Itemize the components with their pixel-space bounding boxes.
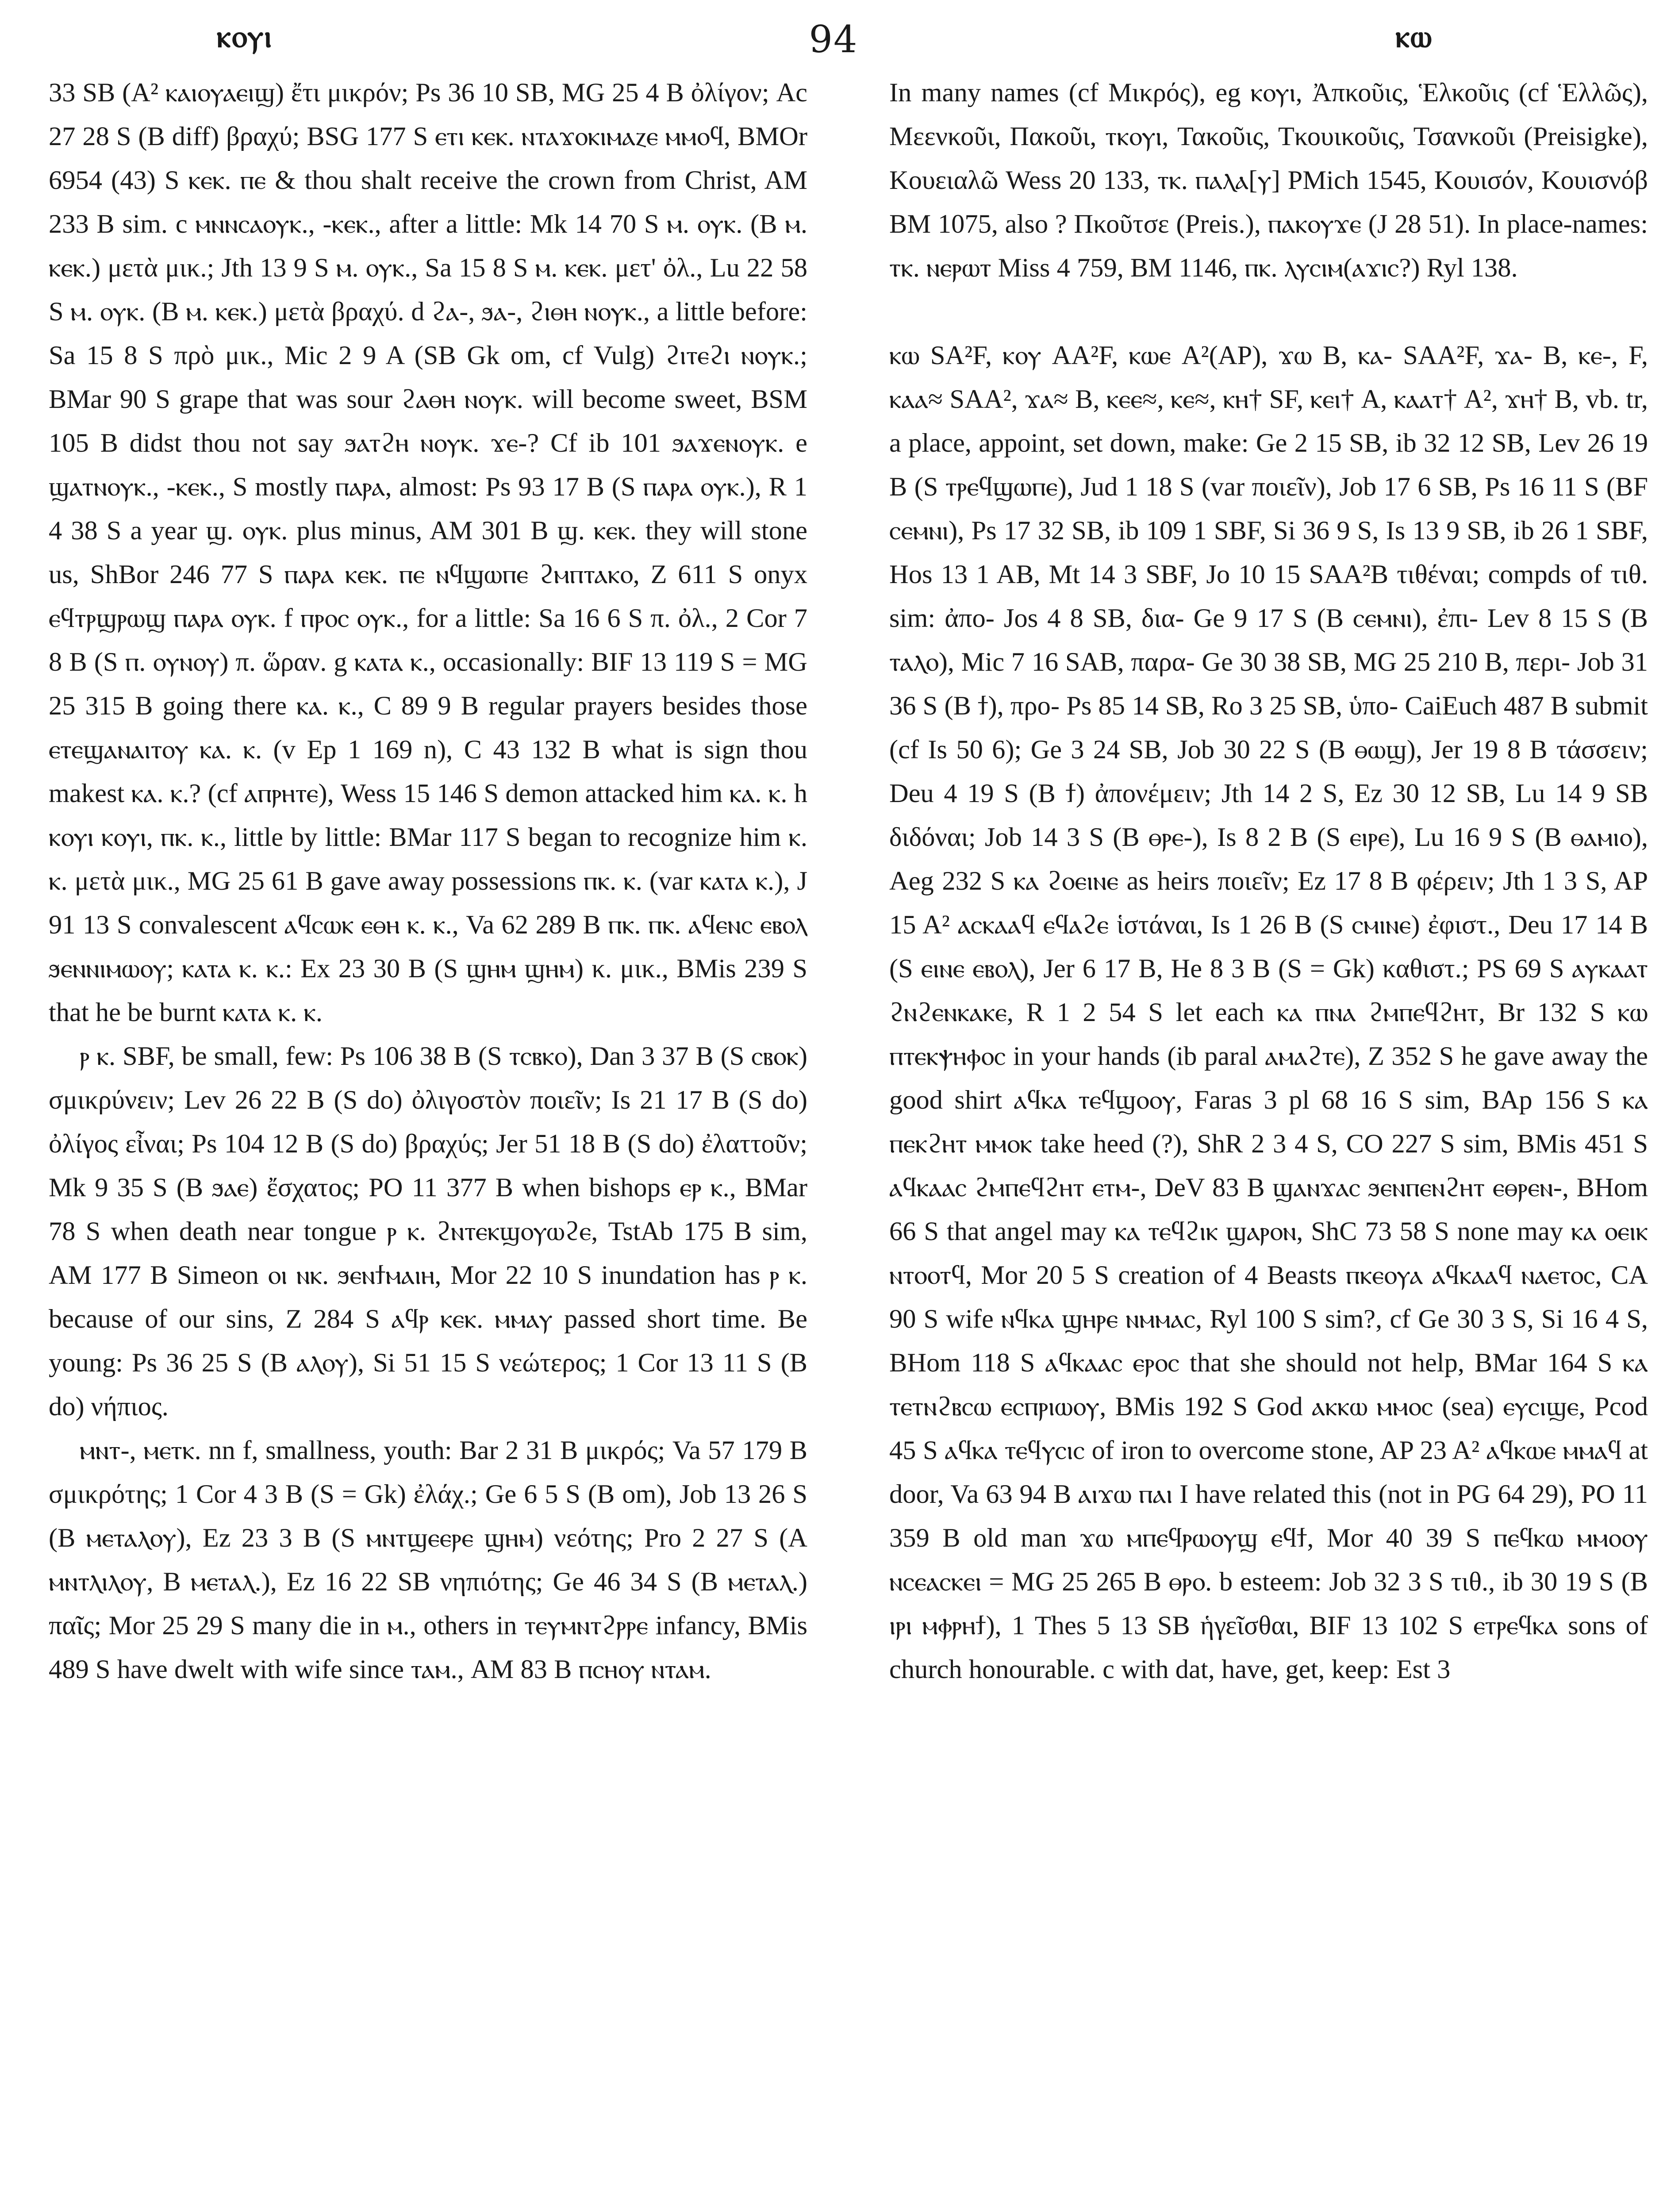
entry-paragraph: ⲕⲱ SA²F, ⲕⲟⲩ AA²F, ⲕⲱⲉ A²(AP), ϫⲱ B, ⲕⲁ- SAA²F, ϫⲁ- B, ⲕⲉ-, F, ⲕⲁⲁ≈ SAA², ϫⲁ≈ B, ⲕⲉⲉ≈, ⲕⲉ≈, ⲕⲏ† SF, ⲕⲉⲓ† A, ⲕⲁⲁⲧ† A², ϫⲏ† B, vb. tr, a place, appoint, set down, make: Ge 2 15 SB, ib 32 12 SB, Lev 26 19 B (S ⲧⲣⲉϥϣⲱⲡⲉ), Jud 1 18 S (var ποιεῖν), Job 17 6 SB, Ps 16 11 S (BF ⲥⲉⲙⲛⲓ), Ps 17 32 SB, ib 109 1 SBF, Si 36 9 S, Is 13 9 SB, ib 26 1 SBF, Hos 13 1 AB, Mt 14 3 SBF, Jo 10 15 SAA²B τιθέναι; compds of τιθ. sim: ἀπο- Jos 4 8 SB, δια- Ge 9 17 S (B ⲥⲉⲙⲛⲓ), ἐπι- Lev 8 15 S (B ⲧⲁⲗⲟ), Mic 7 16 SAB, παρα- Ge 30 38 SB, MG 25 210 B, περι- Job 31 36 S (B ϯ), προ- Ps 85 14 SB, Ro 3 25 SB, ὑπο- CaiEuch 487 B submit (cf Is 50 6); Ge 3 24 SB, Job 30 22 S (B ⲑⲱϣ), Jer 19 8 B τάσσειν; Deu 4 19 S (B ϯ) ἀπονέμειν; Jth 14 2 S, Ez 30 12 SB, Lu 14 9 SB διδόναι; Job 14 3 S (B ⲑⲣⲉ-), Is 8 2 B (S ⲉⲓⲣⲉ), Lu 16 9 S (B ⲑⲁⲙⲓⲟ), Aeg 232 S ⲕⲁ ϩⲟⲉⲓⲛⲉ as heirs ποιεῖν; Ez 17 8 B φέρειν; Jth 1 3 S, AP 15 A² ⲁⲥⲕⲁⲁϥ ⲉϥⲁϩⲉ ἱστάναι, Is 1 26 B (S ⲥⲙⲓⲛⲉ) ἐφιστ., Deu 17 14 B (S ⲉⲓⲛⲉ ⲉⲃⲟⲗ), Jer 6 17 B, He 8 3 B (S = Gk) καθιστ.; PS 69 S ⲁⲩⲕⲁⲁⲧ ϩⲛϩⲉⲛⲕⲁⲕⲉ, R 1 2 54 S let each ⲕⲁ ⲡⲛⲁ ϩⲙⲡⲉϥϩⲏⲧ, Br 132 S ⲕⲱ ⲡⲧⲉⲕⲯⲏⲫⲟⲥ in your hands (ib paral ⲁⲙⲁϩⲧⲉ), Z 352 S he gave away the good shirt ⲁϥⲕⲁ ⲧⲉϥϣⲟⲟⲩ, Faras 3 pl 68 16 S sim, BAp 156 S ⲕⲁ ⲡⲉⲕϩⲏⲧ ⲙⲙⲟⲕ take heed (?), ShR 2 3 4 S, CO 227 S sim, BMis 451 S ⲁϥⲕⲁⲁⲥ ϩⲙⲡⲉϥϩⲏⲧ ⲉⲧⲙ-, DeV 83 B ϣⲁⲛϫⲁⲥ ϧⲉⲛⲡⲉⲛϩⲏⲧ ⲉⲑⲣⲉⲛ-, BHom 66 S that angel may ⲕⲁ ⲧⲉϥϩⲓⲕ ϣⲁⲣⲟⲛ, ShC 73 58 S none may ⲕⲁ ⲟⲉⲓⲕ ⲛⲧⲟⲟⲧϥ, Mor 20 5 S creation of 4 Beasts ⲡⲕⲉⲟⲩⲁ ⲁϥⲕⲁⲁϥ ⲛⲁⲉⲧⲟⲥ, CA 90 S wife ⲛϥⲕⲁ ϣⲏⲣⲉ ⲛⲙⲙⲁⲥ, Ryl 100 S sim?, cf Ge 30 3 S, Si 16 4 S, BHom 118 S ⲁϥⲕⲁⲁⲥ ⲉⲣⲟⲥ that she should not help, BMar 164 S ⲕⲁ ⲧⲉⲧⲛϩⲃⲥⲱ ⲉⲥⲡⲣⲓⲱⲟⲩ, BMis 192 S God ⲁⲕⲕⲱ ⲙⲙⲟⲥ (sea) ⲉⲩⲥⲓϣⲉ, Pcod 45 S ⲁϥⲕⲁ ⲧⲉϥⲩⲥⲓⲥ of iron to overcome stone, AP 23 A² ⲁϥⲕⲱⲉ ⲙⲙⲁϥ at door, Va 63 94 B ⲁⲓϫⲱ ⲡⲁⲓ I have related this (not in PG 64 29), PO 11 359 B old man ϫⲱ ⲙⲡⲉϥⲣⲱⲟⲩϣ ⲉϥϯ, Mor 40 39 S ⲡⲉϥⲕⲱ ⲙⲙⲟⲟⲩ ⲛⲥⲉⲁⲥⲕⲉⲓ = MG 25 265 B ⲑⲣⲟ. b esteem: Job 32 3 S τιθ., ib 30 19 S (B ⲓⲣⲓ ⲙⲫⲣⲏϯ), 1 Thes 5 13 SB ἡγεῖσθαι, BIF 13 102 S ⲉⲧⲣⲉϥⲕⲁ sons of church honourable. c with dat, have, get, keep: Est 3 xyxy=(889,341,1648,1684)
left-column xyxy=(49,71,807,2212)
right-running-head: ⲕⲱ xyxy=(1395,18,1433,54)
page-number: 94 xyxy=(809,18,858,61)
entry-paragraph: 33 SB (A² ⲕⲁⲓⲟⲩⲁⲉⲓϣ) ἔτι μικρόν; Ps 36 10 SB, MG 25 4 B ὀλίγον; Ac 27 28 S (B diff) βραχύ; BSG 177 S ⲉⲧⲓ ⲕⲉⲕ. ⲛⲧⲁϫⲟⲕⲓⲙⲁⲍⲉ ⲙⲙⲟϥ, BMOr 6954 (43) S ⲕⲉⲕ. ⲡⲉ & thou shalt receive the crown from Christ, AM 233 B sim. c ⲙⲛⲛⲥⲁⲟⲩⲕ., -ⲕⲉⲕ., after a little: Mk 14 70 S ⲙ. ⲟⲩⲕ. (B ⲙ. ⲕⲉⲕ.) μετὰ μικ.; Jth 13 9 S ⲙ. ⲟⲩⲕ., Sa 15 8 S ⲙ. ⲕⲉⲕ. μετ' ὀλ., Lu 22 58 S ⲙ. ⲟⲩⲕ. (B ⲙ. ⲕⲉⲕ.) μετὰ βραχύ. d ϩⲁ-, ϧⲁ-, ϩⲓⲑⲏ ⲛⲟⲩⲕ., a little before: Sa 15 8 S πρὸ μικ., Mic 2 9 A (SB Gk om, cf Vulg) ϩⲓⲧⲉϩⲓ ⲛⲟⲩⲕ.; BMar 90 S grape that was sour ϩⲁⲑⲏ ⲛⲟⲩⲕ. will become sweet, BSM 105 B didst thou not say ϧⲁⲧϩⲏ ⲛⲟⲩⲕ. ϫⲉ-? Cf ib 101 ϧⲁϫⲉⲛⲟⲩⲕ. e ϣⲁⲧⲛⲟⲩⲕ., -ⲕⲉⲕ., S mostly ⲡⲁⲣⲁ, almost: Ps 93 17 B (S ⲡⲁⲣⲁ ⲟⲩⲕ.), R 1 4 38 S a year ϣ. ⲟⲩⲕ. plus minus, AM 301 B ϣ. ⲕⲉⲕ. they will stone us, ShBor 246 77 S ⲡⲁⲣⲁ ⲕⲉⲕ. ⲡⲉ ⲛϥϣⲱⲡⲉ ϩⲙⲡⲧⲁⲕⲟ, Z 611 S onyx ⲉϥⲧⲣϣⲣⲱϣ ⲡⲁⲣⲁ ⲟⲩⲕ. f ⲡⲣⲟⲥ ⲟⲩⲕ., for a little: Sa 16 6 S π. ὀλ., 2 Cor 7 8 B (S ⲡ. ⲟⲩⲛⲟⲩ) π. ὥραν. g ⲕⲁⲧⲁ ⲕ., occasionally: BIF 13 119 S = MG 25 315 B going there ⲕⲁ. ⲕ., C 89 9 B regular prayers besides those ⲉⲧⲉϣⲁⲛⲁⲓⲧⲟⲩ ⲕⲁ. ⲕ. (v Ep 1 169 n), C 43 132 B what is sign thou makest ⲕⲁ. ⲕ.? (cf ⲁⲡⲣⲏⲧⲉ), Wess 15 146 S demon attacked him ⲕⲁ. ⲕ. h ⲕⲟⲩⲓ ⲕⲟⲩⲓ, ⲡⲕ. ⲕ., little by little: BMar 117 S began to recognize him ⲕ. ⲕ. μετὰ μικ., MG 25 61 B gave away possessions ⲡⲕ. ⲕ. (var ⲕⲁⲧⲁ ⲕ.), J 91 13 S convalescent ⲁϥⲥⲱⲕ ⲉⲑⲏ ⲕ. ⲕ., Va 62 289 B ⲡⲕ. ⲡⲕ. ⲁϥⲉⲛⲥ ⲉⲃⲟⲗ ϧⲉⲛⲛⲓⲙⲱⲟⲩ; ⲕⲁⲧⲁ ⲕ. ⲕ.: Ex 23 30 B (S ϣⲏⲙ ϣⲏⲙ) κ. μικ., BMis 239 S that he be burnt ⲕⲁⲧⲁ ⲕ. ⲕ. xyxy=(49,78,807,1027)
right-column xyxy=(889,71,1648,2212)
entry-paragraph: ⲙⲛⲧ-, ⲙⲉⲧⲕ. nn f, smallness, youth: Bar 2 31 B μικρός; Va 57 179 B σμικρότης; 1 Cor 4 3 B (S = Gk) ἐλάχ.; Ge 6 5 S (B om), Job 13 26 S (B ⲙⲉⲧⲁⲗⲟⲩ), Ez 23 3 B (S ⲙⲛⲧϣⲉⲉⲣⲉ ϣⲏⲙ) νεότης; Pro 2 27 S (A ⲙⲛⲧⲗⲓⲗⲟⲩ, B ⲙⲉⲧⲁⲗ.), Ez 16 22 SB νηπιότης; Ge 46 34 S (B ⲙⲉⲧⲁⲗ.) παῖς; Mor 25 29 S many die in ⲙ., others in ⲧⲉⲩⲙⲛⲧϩⲣⲣⲉ infancy, BMis 489 S have dwelt with wife since ⲧⲁⲙ., AM 83 B ⲡⲥⲏⲟⲩ ⲛⲧⲁⲙ. xyxy=(49,1436,807,1684)
left-running-head: ⲕⲟⲩⲓ xyxy=(217,18,273,54)
entry-paragraph: In many names (cf Μικρός), eg ⲕⲟⲩⲓ, Ἀπκοῦις, Ἑλκοῦις (cf Ἑλλῶς), Μεενκοῦι, Πακοῦι, ⲧⲕⲟⲩⲓ, Τακοῦις, Τκουικοῦις, Τσανκοῦι (Preisigke), Κουειαλῶ Wess 20 133, ⲧⲕ. ⲡⲁⲗⲁ[ⲩ] PMich 1545, Κουισόν, Κουισνόβ BM 1075, also ? Πκοῦτσε (Preis.), ⲡⲁⲕⲟⲩϫⲉ (J 28 51). In place-names: ⲧⲕ. ⲛⲉⲣⲱⲧ Miss 4 759, BM 1146, ⲡⲕ. ⲗⲩⲥⲓⲙ(ⲁϫⲓⲥ?) Ryl 138. xyxy=(889,78,1648,283)
page-header xyxy=(49,18,1618,71)
entry-paragraph: ⲣ ⲕ. SBF, be small, few: Ps 106 38 B (S ⲧⲥⲃⲕⲟ), Dan 3 37 B (S ⲥⲃⲟⲕ) σμικρύνειν; Lev 26 22 B (S do) ὀλιγοστὸν ποιεῖν; Is 21 17 B (S do) ὀλίγος εἶναι; Ps 104 12 B (S do) βραχύς; Jer 51 18 B (S do) ἐλαττοῦν; Mk 9 35 S (B ϧⲁⲉ) ἔσχατος; PO 11 377 B when bishops ⲉⲣ ⲕ., BMar 78 S when death near tongue ⲣ ⲕ. ϩⲛⲧⲉⲕϣⲟⲩⲱϩⲉ, TstAb 175 B sim, AM 177 B Simeon ⲟⲓ ⲛⲕ. ϧⲉⲛϯⲙⲁⲓⲏ, Mor 22 10 S inundation has ⲣ ⲕ. because of our sins, Z 284 S ⲁϥⲣ ⲕⲉⲕ. ⲙⲙⲁⲩ passed short time. Be young: Ps 36 25 S (B ⲁⲗⲟⲩ), Si 51 15 S νεώτερος; 1 Cor 13 11 S (B do) νήπιος. xyxy=(49,1041,807,1421)
